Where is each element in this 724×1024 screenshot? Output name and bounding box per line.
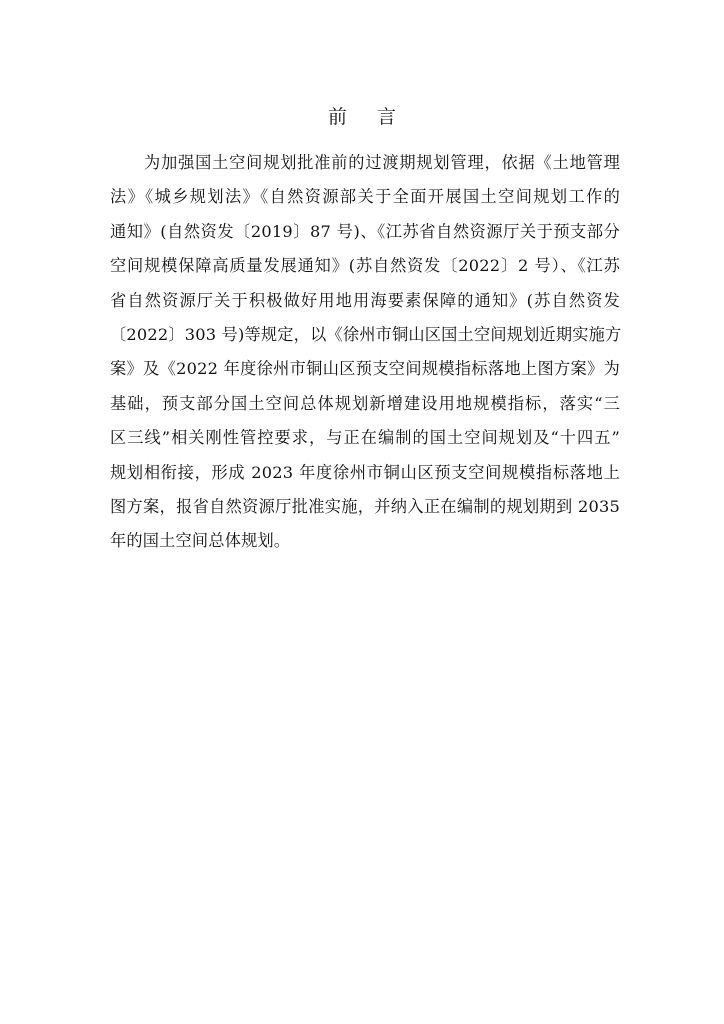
paragraph-line: 基础，预支部分国土空间总体规划新增建设用地规模指标，落实“三: [110, 393, 620, 413]
paragraph-line: 年的国土空间总体规划。: [110, 531, 291, 551]
paragraph-line: 法》《城乡规划法》《自然资源部关于全面开展国土空间规划工作的: [110, 187, 620, 207]
paragraph-line: 省自然资源厅关于积极做好用地用海要素保障的通知》(苏自然资发: [110, 290, 620, 310]
preface-paragraph: [110, 150, 620, 563]
page-title: 前 言: [327, 106, 409, 128]
paragraph-line: 规划相衔接，形成 2023 年度徐州市铜山区预支空间规模指标落地上: [110, 462, 620, 482]
paragraph-line: 〔2022〕303 号)等规定，以《徐州市铜山区国土空间规划近期实施方: [110, 324, 622, 344]
paragraph-line: 图方案，报省自然资源厅批准实施，并纳入正在编制的规划期到 2035: [110, 496, 620, 516]
paragraph-line: 通知》(自然资发〔2019〕87 号)、《江苏省自然资源厅关于预支部分: [110, 221, 620, 241]
paragraph-line: 案》及《2022 年度徐州市铜山区预支空间规模指标落地上图方案》为: [110, 359, 620, 379]
paragraph-line: 区三线”相关刚性管控要求，与正在编制的国土空间规划及“十四五”: [110, 428, 620, 448]
paragraph-line: 空间规模保障高质量发展通知》(苏自然资发〔2022〕2 号）、《江苏: [110, 256, 620, 276]
paragraph-line: 为加强国土空间规划批准前的过渡期规划管理，依据《土地管理: [110, 153, 620, 172]
